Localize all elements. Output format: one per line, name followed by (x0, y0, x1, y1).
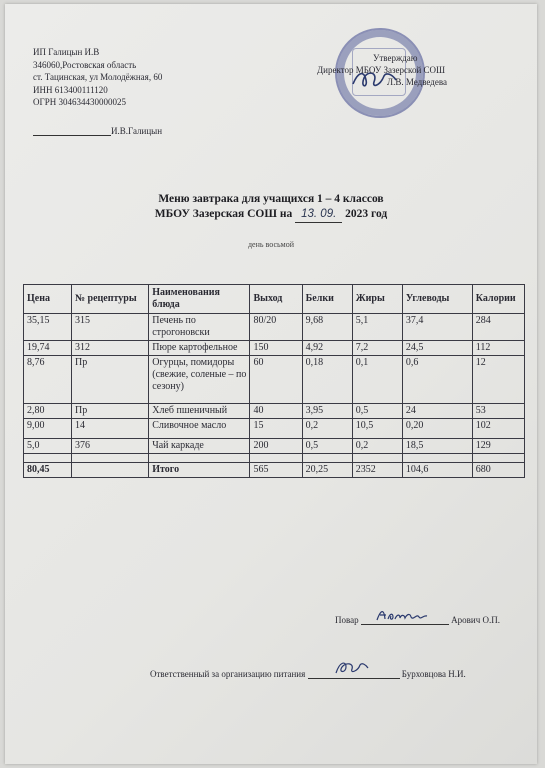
header-cell: № рецептуры (72, 285, 149, 314)
menu-title-year: 2023 год (345, 208, 388, 220)
table-cell: Пр (72, 404, 149, 419)
responsible-signature-line (308, 664, 400, 679)
table-row (24, 404, 525, 419)
table-cell: 150 (250, 341, 302, 356)
approval-position: Директор МБОУ Зазерской СОШ (317, 65, 446, 75)
table-cell: 53 (472, 404, 524, 419)
header-cell: Углеводы (402, 285, 472, 314)
table-cell: Пр (72, 356, 149, 404)
day-label: день восьмой (247, 240, 294, 249)
table-header-row (24, 285, 525, 314)
table-cell: 0,2 (302, 419, 352, 439)
table-cell: 4,92 (302, 341, 352, 356)
table-cell: 14 (72, 419, 149, 439)
cook-label: Повар (335, 615, 359, 625)
table-cell: 376 (72, 439, 149, 454)
table-cell: Пюре картофельное (149, 341, 250, 356)
header-cell: Цена (24, 285, 72, 314)
cook-signature-icon (375, 607, 435, 623)
table-cell: Чай каркаде (149, 439, 250, 454)
requisites-postal: 346060,Ростовская область (33, 59, 137, 70)
responsible-label: Ответственный за организацию питания (150, 669, 306, 679)
table-row (24, 439, 525, 454)
table-cell: 112 (472, 341, 524, 356)
signature-line (33, 135, 111, 136)
table-cell: 0,5 (302, 439, 352, 454)
table-cell: 35,15 (24, 314, 72, 341)
total-cell: 20,25 (302, 463, 352, 478)
table-cell: 24,5 (402, 341, 472, 356)
table-row (24, 356, 525, 404)
organization-requisites (33, 46, 162, 109)
table-cell: 0,5 (352, 404, 402, 419)
table-cell: 0,1 (352, 356, 402, 404)
table-cell: Печень по строгоновски (149, 314, 250, 341)
table-cell: 2,80 (24, 404, 72, 419)
table-cell: 60 (250, 356, 302, 404)
total-cell: 2352 (352, 463, 402, 478)
table-cell: 18,5 (402, 439, 472, 454)
approval-block (317, 52, 447, 88)
responsible-name: Бурховцова Н.И. (401, 669, 466, 679)
total-cell: 104,6 (402, 463, 472, 478)
table-cell: 0,20 (402, 419, 472, 439)
header-cell: Белки (302, 285, 352, 314)
table-cell: 200 (250, 439, 302, 454)
table-row (24, 419, 525, 439)
header-cell: Жиры (352, 285, 402, 314)
menu-title-school: МБОУ Зазерская СОШ на (154, 208, 293, 220)
table-cell: 10,5 (352, 419, 402, 439)
header-cell: Наименования блюда (149, 285, 250, 314)
approval-director: Л.В. Медведева (387, 77, 447, 87)
table-cell: 0,18 (302, 356, 352, 404)
cook-signature-block (335, 610, 500, 625)
table-row (24, 341, 525, 356)
menu-title-line2 (5, 207, 537, 223)
table-cell: 12 (472, 356, 524, 404)
table-spacer-row (24, 454, 525, 463)
total-cell: 680 (472, 463, 524, 478)
table-cell: 7,2 (352, 341, 402, 356)
table-cell: 5,0 (24, 439, 72, 454)
table-cell: 0,6 (402, 356, 472, 404)
table-cell: 3,95 (302, 404, 352, 419)
requisites-owner: ИП Галицын И.В (33, 47, 100, 57)
menu-table (23, 284, 525, 478)
table-row (24, 314, 525, 341)
table-cell: 19,74 (24, 341, 72, 356)
cook-name: Арович О.П. (451, 615, 500, 625)
menu-title-line1: Меню завтрака для учащихся 1 – 4 классов (158, 193, 384, 205)
table-cell: 9,68 (302, 314, 352, 341)
table-cell: 37,4 (402, 314, 472, 341)
table-cell: 315 (72, 314, 149, 341)
table-cell: 312 (72, 341, 149, 356)
header-cell: Выход (250, 285, 302, 314)
requisites-signer: И.В.Галицын (111, 126, 163, 136)
total-cell: 80,45 (24, 463, 72, 478)
responsible-signature-block (150, 664, 466, 679)
total-cell: 565 (250, 463, 302, 478)
requisites-ogrn: ОГРН 304634430000025 (33, 97, 126, 108)
menu-date: 13. 09. (295, 207, 342, 223)
approval-heading: Утверждаю (373, 53, 418, 63)
table-cell: 5,1 (352, 314, 402, 341)
menu-title (5, 192, 537, 223)
table-cell: Сливочное масло (149, 419, 250, 439)
table-cell: 0,2 (352, 439, 402, 454)
table-cell: 129 (472, 439, 524, 454)
table-cell: 9,00 (24, 419, 72, 439)
header-cell: Калории (472, 285, 524, 314)
table-cell: Хлеб пшеничный (149, 404, 250, 419)
table-cell: 15 (250, 419, 302, 439)
total-cell: Итого (149, 463, 250, 478)
table-cell: 80/20 (250, 314, 302, 341)
table-cell: 8,76 (24, 356, 72, 404)
table-total-row (24, 463, 525, 478)
cook-signature-line (361, 610, 449, 625)
table-cell: 24 (402, 404, 472, 419)
table-cell: 284 (472, 314, 524, 341)
table-cell: Огурцы, помидоры (свежие, соленые – по сезону) (149, 356, 250, 404)
table-cell: 40 (250, 404, 302, 419)
requisites-inn: ИНН 613400111120 (33, 84, 108, 95)
document-page (5, 4, 537, 764)
requisites-signature (33, 126, 162, 136)
total-cell (72, 463, 149, 478)
table-cell: 102 (472, 419, 524, 439)
requisites-address: ст. Тацинская, ул Молодёжная, 60 (33, 72, 163, 83)
responsible-signature-icon (332, 659, 372, 677)
